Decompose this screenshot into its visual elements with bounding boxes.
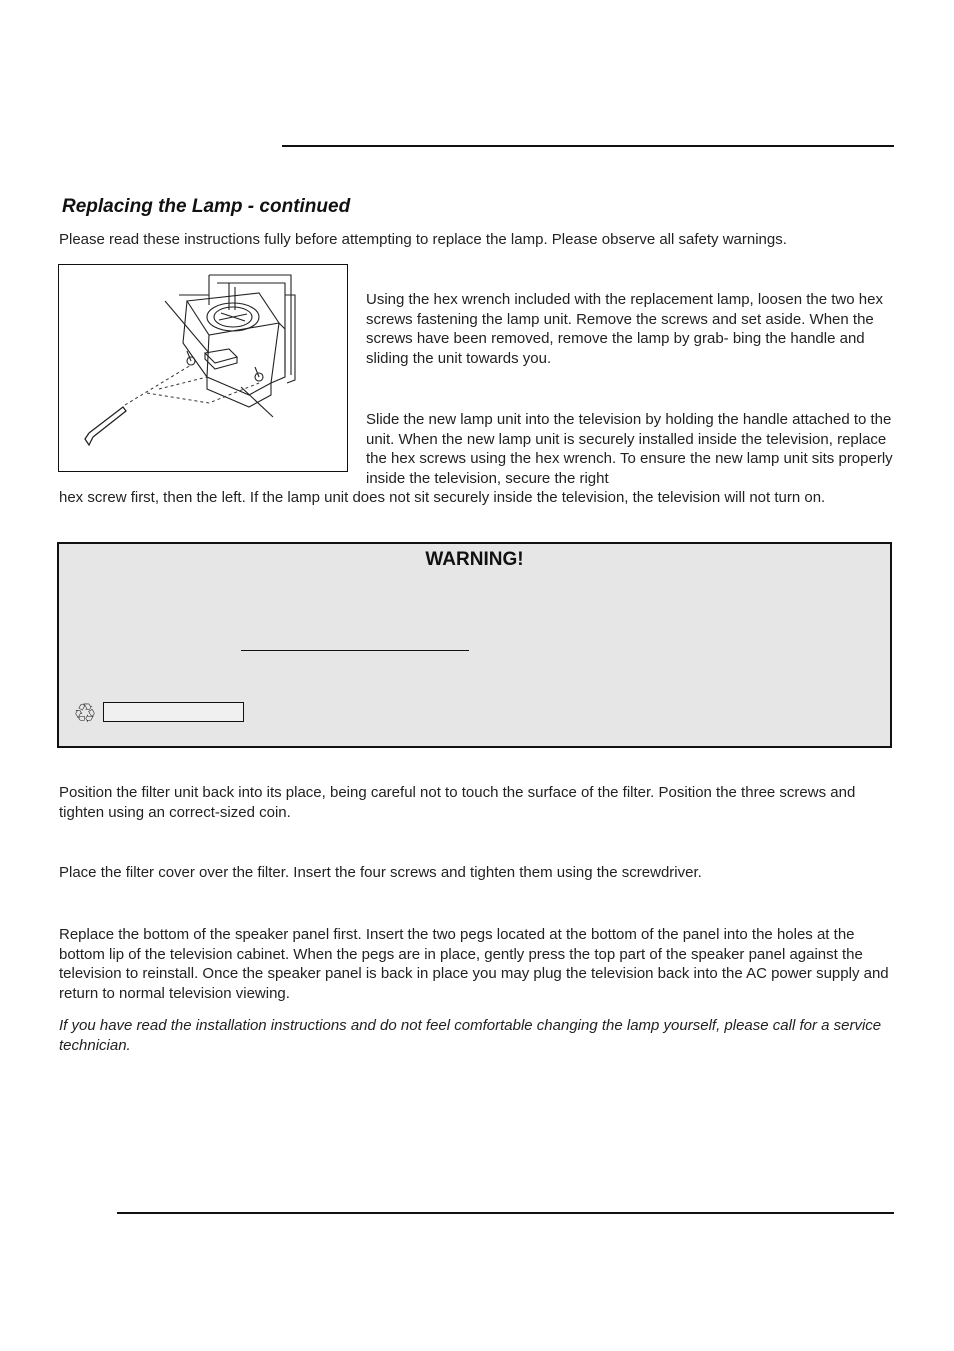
footer-rule (117, 1212, 894, 1214)
speaker-panel-paragraph: Replace the bottom of the speaker panel first. Insert the two pegs located at the bottom of the panel into the holes at the bottom lip of the television cabinet. When the pegs are in place, gently press the top part of the speaker panel against the television to reinstall. Once the speaker panel is back in place you may plug the television back into the AC power supply and return to normal television viewing. (59, 926, 889, 1002)
service-note: If you have read the installation instructions and do not feel comfortable changing the lamp yourself, please call for a service technician. (59, 1017, 882, 1054)
header-rule (282, 145, 894, 147)
install-lamp-paragraph: Slide the new lamp unit into the television by holding the handle attached to the unit. When the new lamp unit is securely installed inside the television, replace the hex screws using the hex wrench. To ensure the new lamp unit sits properly inside the television, secure the right (366, 411, 893, 487)
recycle-label-box (103, 702, 244, 722)
section-title: Replacing the Lamp - continued (62, 196, 351, 217)
filter-unit-paragraph: Position the filter unit back into its place, being careful not to touch the surface of the filter. Position the three screws and tighten using an correct-sized coin. (59, 784, 856, 821)
filter-cover-paragraph: Place the filter cover over the filter. Insert the four screws and tighten them using the screwdriver. (59, 864, 702, 881)
recycle-icon: ♲ (73, 698, 97, 728)
lamp-unit-figure (58, 264, 348, 472)
intro-paragraph: Please read these instructions fully before attempting to replace the lamp. Please observe all safety warnings. (59, 231, 787, 248)
lamp-unit-illustration-icon (59, 265, 349, 473)
warning-underline (241, 650, 469, 651)
remove-lamp-paragraph: Using the hex wrench included with the replacement lamp, loosen the two hex screws fastening the lamp unit. Remove the screws and set aside. When the screws have been removed, remove the lamp by grab- bing the handle and sliding the unit towards you. (366, 291, 883, 367)
warning-box (57, 542, 892, 748)
warning-title: WARNING! (425, 549, 524, 570)
install-lamp-paragraph-continued: hex screw first, then the left. If the lamp unit does not sit securely inside the television, the television will not turn on. (59, 489, 826, 506)
